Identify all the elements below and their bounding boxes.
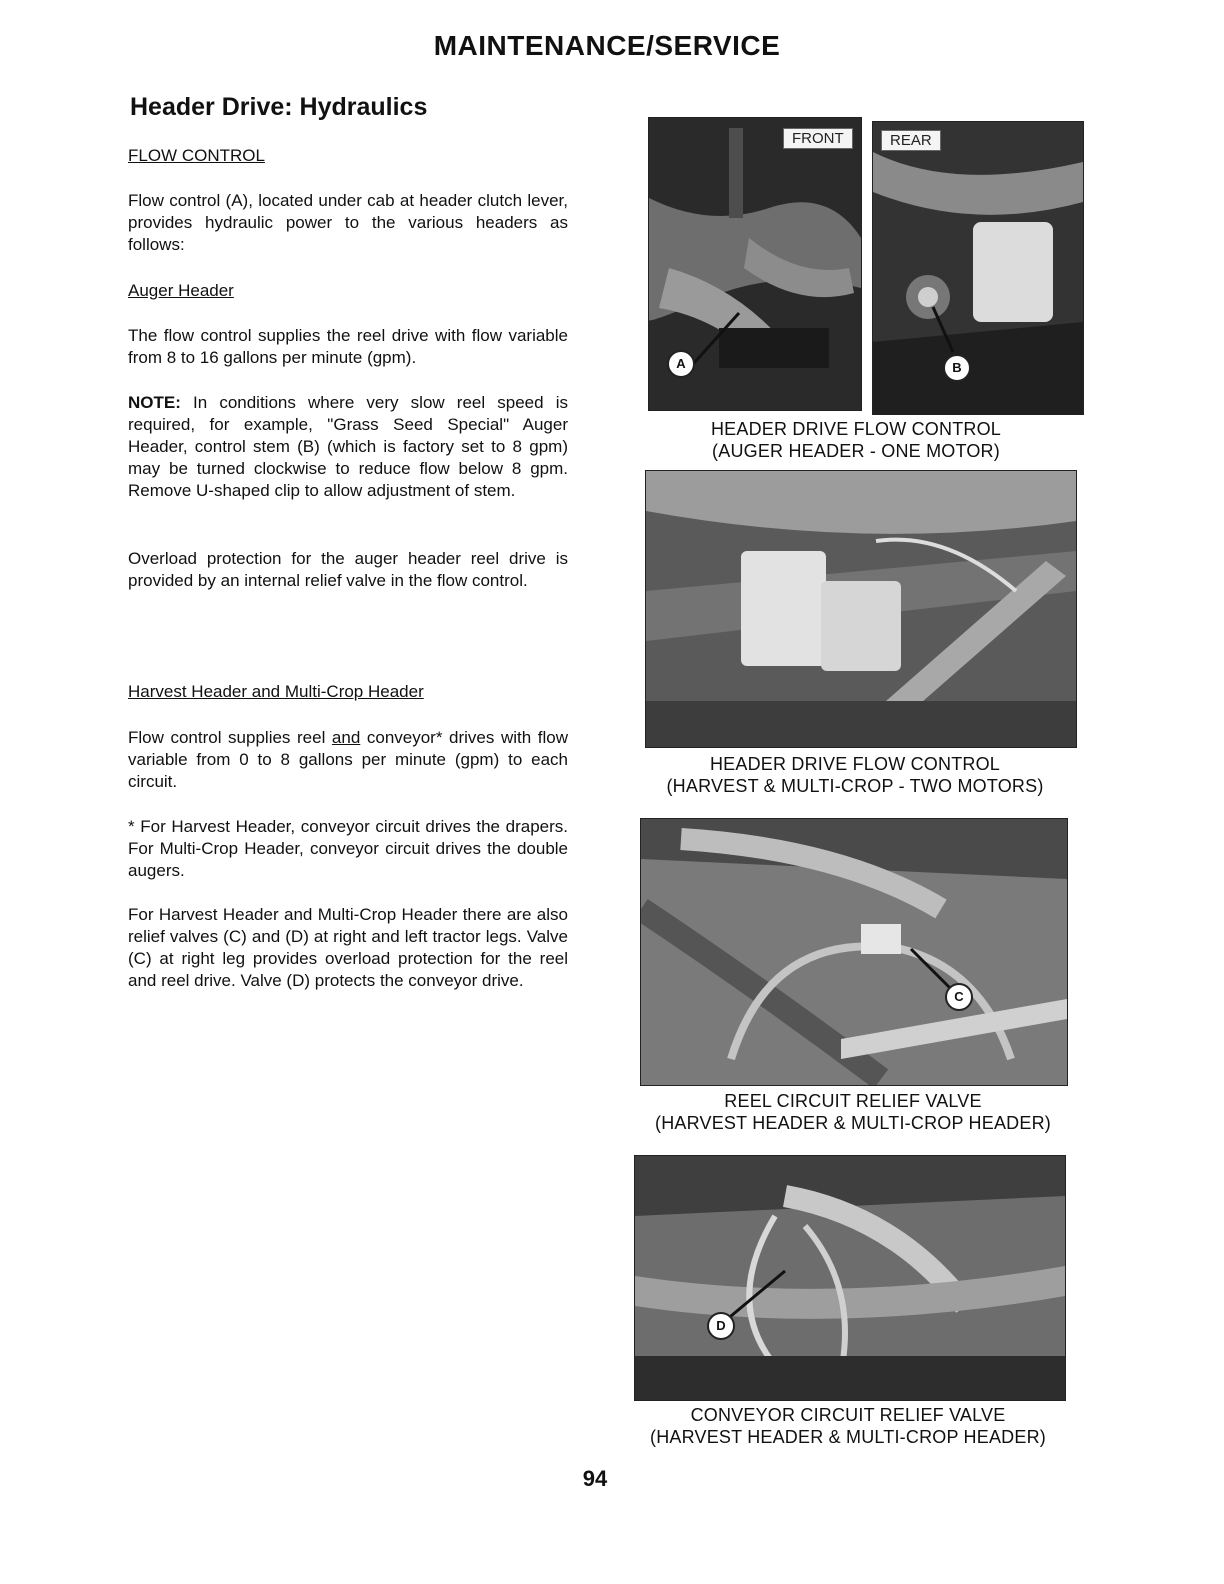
rear-tag: REAR [881, 130, 941, 151]
figure-2-caption-line2: (HARVEST & MULTI-CROP - TWO MOTORS) [666, 776, 1044, 796]
figure-3-caption [623, 1090, 1083, 1134]
page-number: 94 [582, 1466, 608, 1491]
harvest-header-paragraph [128, 727, 568, 793]
callout-a: A [667, 350, 695, 378]
page-header: MAINTENANCE/SERVICE [433, 30, 781, 61]
figure-1-caption-line2: (AUGER HEADER - ONE MOTOR) [712, 441, 1000, 461]
callout-c: C [945, 983, 973, 1011]
harvest-p1-start: Flow control supplies reel [128, 728, 332, 747]
relief-valves-paragraph: For Harvest Header and Multi-Crop Header there are also relief valves (C) and (D) at right and left tractor legs. Valve (C) at right leg provides overload protection for the reel and reel drive. Valve (D) protects the conveyor drive. [128, 905, 568, 990]
reel-relief-valve-photo [640, 818, 1068, 1086]
flow-control-rear-photo [872, 121, 1084, 415]
conveyor-footnote: * For Harvest Header, conveyor circuit drives the drapers. For Multi-Crop Header, conveyor circuit drives the double augers. [128, 817, 568, 880]
flow-control-section [128, 146, 568, 166]
figure-4-caption-line1: CONVEYOR CIRCUIT RELIEF VALVE [690, 1405, 1006, 1425]
front-tag: FRONT [783, 128, 853, 149]
callout-b: B [943, 354, 971, 382]
flow-control-front-photo [648, 117, 862, 411]
figure-4-caption [618, 1404, 1078, 1448]
figure-3-caption-line1: REEL CIRCUIT RELIEF VALVE [724, 1091, 982, 1111]
harvest-header-heading: Harvest Header and Multi-Crop Header [128, 682, 424, 701]
harvest-p1-and: and [331, 728, 361, 747]
overload-paragraph: Overload protection for the auger header reel drive is provided by an internal relief valve in the flow control. [128, 549, 568, 590]
callout-d: D [707, 1312, 735, 1340]
flow-control-intro: Flow control (A), located under cab at header clutch lever, provides hydraulic power to the various headers as follows: [128, 191, 568, 254]
auger-header-note [128, 392, 568, 502]
flow-control-heading: FLOW CONTROL [128, 146, 265, 165]
note-text: In conditions where very slow reel speed is required, for example, "Grass Seed Special" Auger Header, control stem (B) (which is factory set to 8 gpm) may be turned clockwise to reduce flow below 8 gpm. Remove U-shaped clip to allow adjustment of stem. [128, 393, 568, 500]
figure-2-caption-line1: HEADER DRIVE FLOW CONTROL [709, 754, 1001, 774]
figure-3-caption-line2: (HARVEST HEADER & MULTI-CROP HEADER) [655, 1113, 1051, 1133]
harvest-p1-end: conveyor* drives with flow variable from 0 to 8 gallons per minute (gpm) to each circuit. [128, 728, 568, 791]
figure-1-caption-line1: HEADER DRIVE FLOW CONTROL [710, 419, 1002, 439]
note-label: NOTE: [128, 393, 181, 412]
auger-header-heading: Auger Header [128, 281, 234, 300]
conveyor-relief-valve-photo [634, 1155, 1066, 1401]
figure-4-caption-line2: (HARVEST HEADER & MULTI-CROP HEADER) [650, 1427, 1046, 1447]
section-title: Header Drive: Hydraulics [130, 93, 428, 121]
figure-1-caption [626, 418, 1086, 462]
auger-header-paragraph: The flow control supplies the reel drive with flow variable from 8 to 16 gallons per minute (gpm). [128, 326, 568, 367]
two-motor-flow-control-photo [645, 470, 1077, 748]
figure-2-caption [625, 753, 1085, 797]
